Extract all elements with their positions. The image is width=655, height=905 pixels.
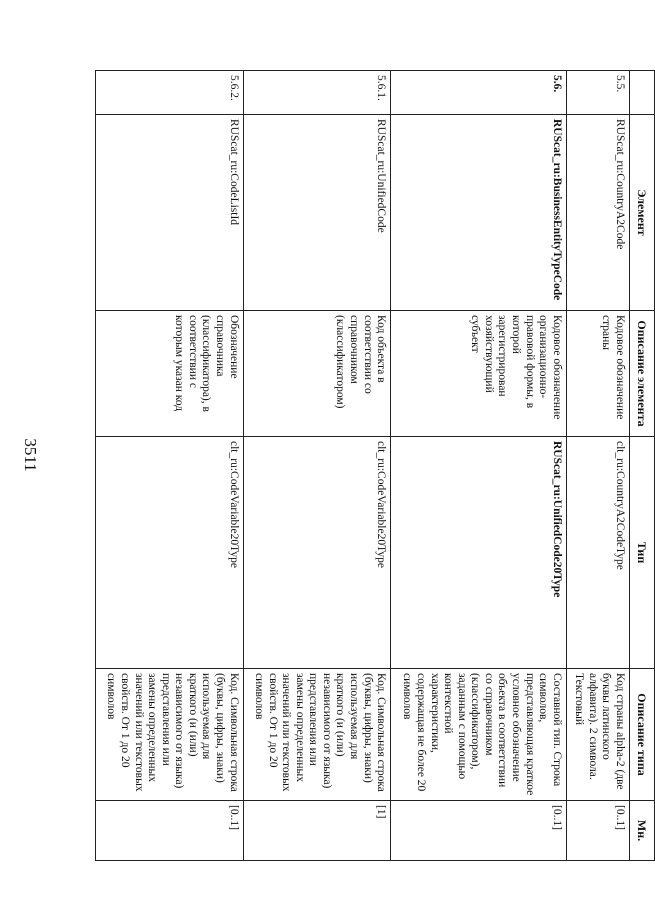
row-type: clt_ru:CodeVariable20Type <box>96 437 244 669</box>
row-element-desc: Обозначение справочника (классификатора), в соответствии с которым указан код <box>96 311 244 437</box>
row-mn: [0..1] <box>566 801 629 861</box>
row-num: 5.5. <box>566 71 629 115</box>
row-element: RUScat_ru:UnifiedCode <box>243 115 391 311</box>
row-num: 5.6.2. <box>96 71 244 115</box>
rotated-table-frame <box>95 70 655 860</box>
row-type-desc: Код страны alpha-2 (две буквы латинского алфавита). 2 символа. Текстовый <box>566 669 629 801</box>
table-row <box>391 71 567 861</box>
table-header-row <box>630 71 655 861</box>
row-num: 5.6. <box>391 71 567 115</box>
table-row <box>243 71 391 861</box>
header-num <box>630 71 655 115</box>
row-mn: [1] <box>243 801 391 861</box>
row-mn: [0..1] <box>96 801 244 861</box>
row-element-desc: Код объекта в соответствии со справочником (классификатором) <box>243 311 391 437</box>
row-element: RUScat_ru:CodeListId <box>96 115 244 311</box>
row-type: clt_ru:CodeVariable20Type <box>243 437 391 669</box>
header-element-desc: Описание элемента <box>630 311 655 437</box>
row-element: RUScat_ru:CountryA2Code <box>566 115 629 311</box>
table-row <box>96 71 244 861</box>
row-type: clt_ru:CountryA2CodeType <box>566 437 629 669</box>
header-mn: Мн. <box>630 801 655 861</box>
page-number: 3511 <box>21 438 40 472</box>
row-type-desc: Составной тип. Строка символов, представляющая краткое условное обозначение объекта в соответствии со справочником (классификатором), заданным с помощью контекстной характеристики, содержащая не более 20 символов <box>391 669 567 801</box>
row-element-desc: Кодовое обозначение страны <box>566 311 629 437</box>
header-type-desc: Описание типа <box>630 669 655 801</box>
specification-table <box>95 70 655 861</box>
header-element: Элемент <box>630 115 655 311</box>
row-type-desc: Код. Символьная строка (буквы, цифры, знаки) используемая для краткого (и (или) независимого от языка) представления или замены определенных значений или текстовых свойств. От 1 до 20 символов <box>96 669 244 801</box>
row-element-desc: Кодовое обозначение организационно-правовой формы, в которой зарегистрирован хозяйствующий субъект <box>391 311 567 437</box>
row-num: 5.6.1. <box>243 71 391 115</box>
row-element: RUScat_ru:BusinessEntityTypeCode <box>391 115 567 311</box>
row-mn: [0..1] <box>391 801 567 861</box>
row-type: RUScat_ru:UnifiedCode20Type <box>391 437 567 669</box>
header-type: Тип <box>630 437 655 669</box>
row-type-desc: Код. Символьная строка (буквы, цифры, знаки) используемая для краткого (и (или) независимого от языка) представления или замены определенных значений или текстовых свойств. От 1 до 20 символов <box>243 669 391 801</box>
table-row <box>566 71 629 861</box>
